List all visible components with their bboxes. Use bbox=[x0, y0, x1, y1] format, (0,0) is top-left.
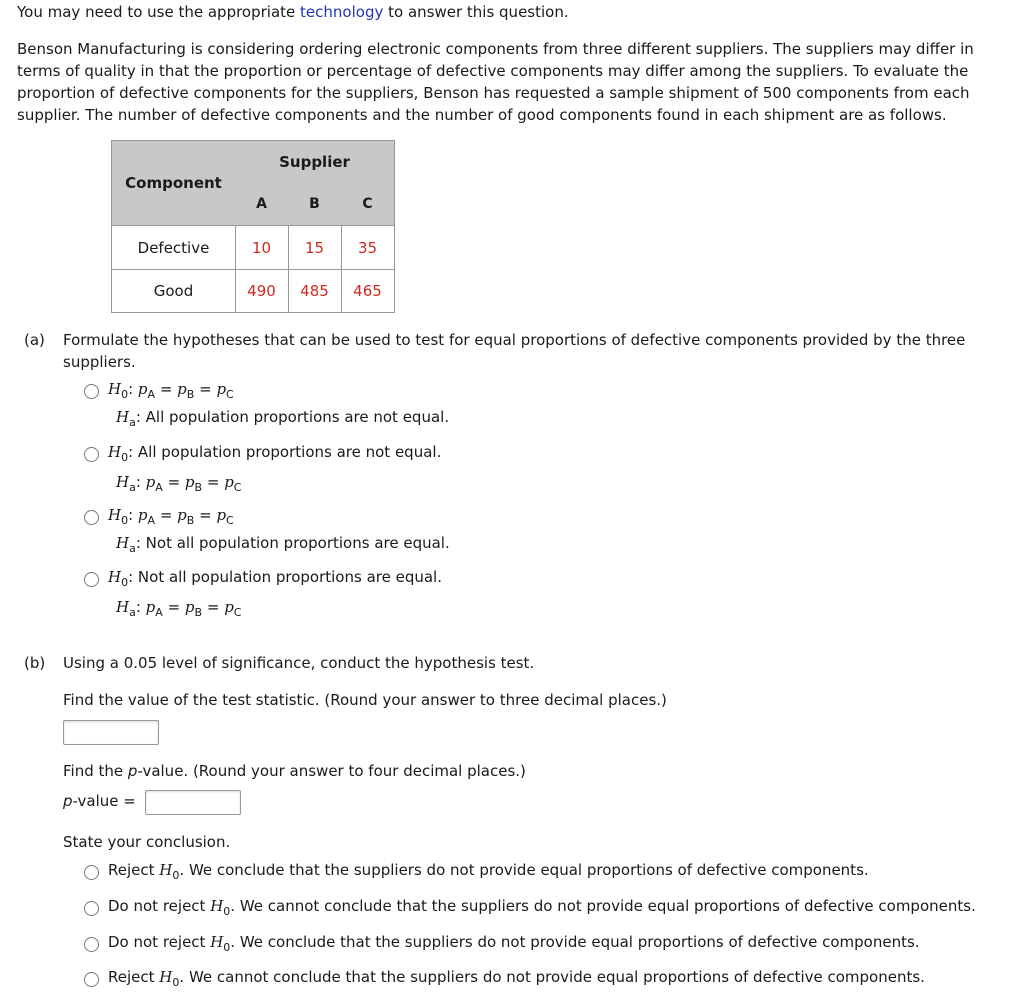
column-c: C bbox=[341, 183, 395, 226]
defective-b: 15 bbox=[288, 226, 342, 270]
option-3-ha: $H_a$: Not all population proportions are equal. bbox=[116, 534, 450, 555]
problem-statement: Benson Manufacturing is considering ordering electronic components from three different suppliers. The suppliers may differ in terms of quality in that the proportion or percentage of defective components may differ among the suppliers. To evaluate the proportion of defective components for the suppliers, Benson has requested a sample shipment of 500 components from each supplier. The number of defective components and the number of good components found in each shipment are as follows. bbox=[17, 40, 974, 124]
component-header: Component bbox=[111, 140, 236, 226]
conclusion-option-3: Do not reject $H_0$. We conclude that the suppliers do not provide equal proportions of defective components. bbox=[108, 933, 920, 954]
supplier-header: Supplier bbox=[235, 140, 395, 184]
good-c: 465 bbox=[341, 269, 395, 313]
part-a-label: (a) bbox=[24, 331, 45, 349]
technology-link[interactable]: technology bbox=[300, 3, 384, 21]
option-1-ha: $H_a$: All population proportions are not equal. bbox=[116, 408, 450, 429]
part-b-label: (b) bbox=[24, 654, 46, 672]
option-2-ha: $H_a$: $p_A = p_B = p_C$ bbox=[116, 473, 242, 494]
conclusion-option-3-radio[interactable] bbox=[84, 937, 99, 952]
defective-a: 10 bbox=[235, 226, 289, 270]
part-b-question: Using a 0.05 level of significance, conduct the hypothesis test. bbox=[63, 654, 535, 672]
conclusion-prompt: State your conclusion. bbox=[63, 833, 231, 851]
hypothesis-option-4-radio[interactable] bbox=[84, 572, 99, 587]
row-label-good: Good bbox=[111, 269, 236, 313]
hypothesis-option-2-radio[interactable] bbox=[84, 447, 99, 462]
pvalue-label: p-value = bbox=[63, 792, 136, 810]
option-4-ha: $H_a$: $p_A = p_B = p_C$ bbox=[116, 598, 242, 619]
conclusion-option-2-radio[interactable] bbox=[84, 901, 99, 916]
column-a: A bbox=[235, 183, 289, 226]
row-label-defective: Defective bbox=[111, 226, 236, 270]
conclusion-option-1: Reject $H_0$. We conclude that the suppliers do not provide equal proportions of defective components. bbox=[108, 861, 869, 882]
conclusion-option-2: Do not reject $H_0$. We cannot conclude that the suppliers do not provide equal proportions of defective components. bbox=[108, 897, 976, 918]
pvalue-prompt: Find the p-value. (Round your answer to four decimal places.) bbox=[63, 762, 526, 780]
test-statistic-input[interactable] bbox=[63, 720, 159, 745]
part-a-question-line1: Formulate the hypotheses that can be used to test for equal proportions of defective components provided by the three bbox=[63, 331, 966, 349]
conclusion-option-1-radio[interactable] bbox=[84, 865, 99, 880]
test-statistic-prompt: Find the value of the test statistic. (Round your answer to three decimal places.) bbox=[63, 691, 667, 709]
supplier-table bbox=[111, 140, 395, 300]
conclusion-option-4: Reject $H_0$. We cannot conclude that the suppliers do not provide equal proportions of defective components. bbox=[108, 968, 925, 989]
good-b: 485 bbox=[288, 269, 342, 313]
defective-c: 35 bbox=[341, 226, 395, 270]
instruction-line: You may need to use the appropriate technology to answer this question. bbox=[17, 3, 569, 21]
conclusion-option-4-radio[interactable] bbox=[84, 972, 99, 987]
option-2-h0: $H_0$: All population proportions are not equal. bbox=[108, 443, 442, 464]
option-3-h0: $H_0$: $p_A = p_B = p_C$ bbox=[108, 506, 234, 527]
hypothesis-option-3-radio[interactable] bbox=[84, 510, 99, 525]
part-a-question-line2: suppliers. bbox=[63, 353, 136, 371]
column-b: B bbox=[288, 183, 342, 226]
hypothesis-option-1-radio[interactable] bbox=[84, 384, 99, 399]
option-4-h0: $H_0$: Not all population proportions are equal. bbox=[108, 568, 442, 589]
good-a: 490 bbox=[235, 269, 289, 313]
option-1-h0: $H_0$: $p_A = p_B = p_C$ bbox=[108, 380, 234, 401]
pvalue-input[interactable] bbox=[145, 790, 241, 815]
